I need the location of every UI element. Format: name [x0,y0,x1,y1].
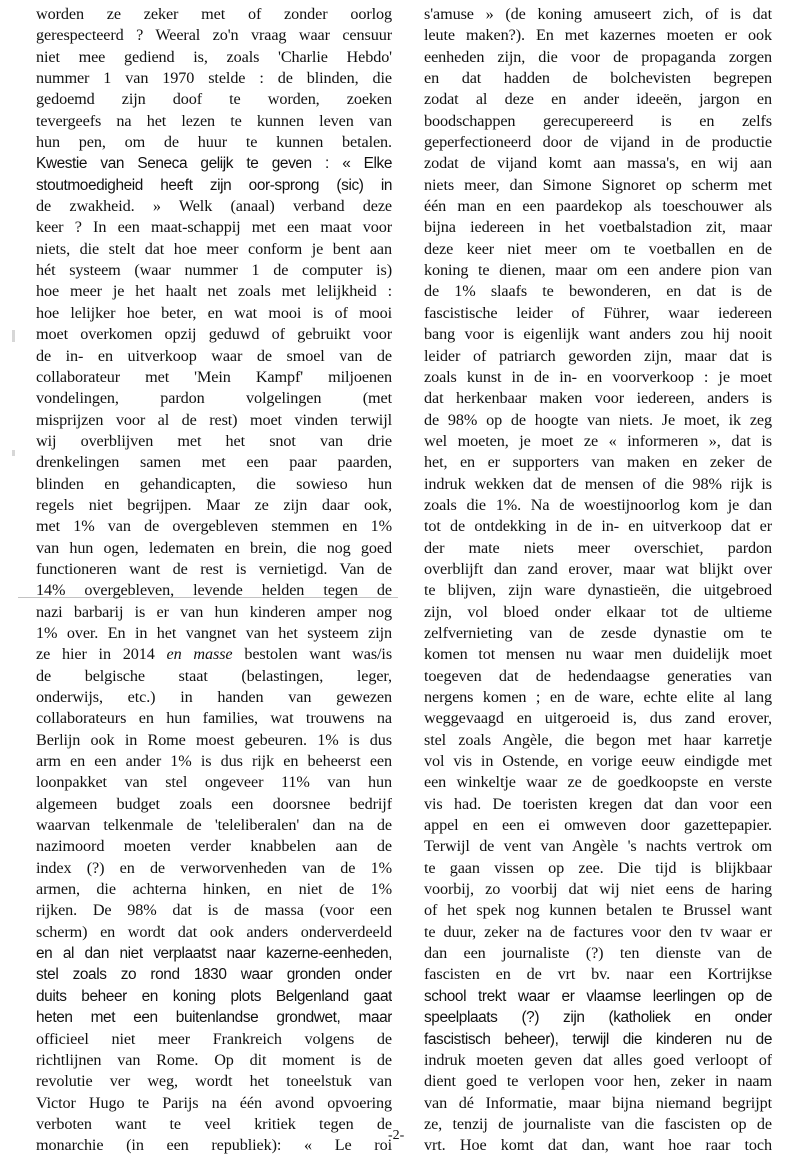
text-line: nummer 1 van 1970 stelde : de blinden, die [36,69,392,88]
text-line: van dé Informatie, maar bijna niemand begrijpt [424,1093,772,1112]
text-line: dan een journaliste (?) ten dienste van de [424,944,772,963]
text-line: zodat al deze en ander ideeën, jargon en [424,90,772,109]
text-line: bang voor is eigenlijk want anders zou hij nooit [424,325,772,344]
text-line: stel zoals zo rond 1830 waar gronden onder [36,966,392,984]
text-line: bijna iedereen in het voetbalstadion zit, maar [424,218,772,237]
text-line: wel moeten, je moet ze « informeren », dat is [424,431,772,450]
text-line: 1% over. En in het vangnet van het systeem zijn [36,623,392,642]
text-line: de 98% op de hoogte van niets. Je moet, ik zeg [424,410,772,429]
text-line: armen, die achterna hinken, en niet de 1% [36,880,392,899]
text-line: dient goed te verlopen voor hen, zeker in naam [424,1072,772,1091]
text-line: toegeven dat de hedendaagse generaties van [424,666,772,685]
text-line: overblijft dan zand erover, maar wat blijkt over [424,559,772,578]
text-line: gedoemd zijn doof te worden, zoeken [36,90,392,109]
text-line: Berlijn ook in Rome moest gebeuren. 1% is dus [36,730,392,749]
text-line: officieel niet meer Frankreich volgens de [36,1029,392,1048]
text-line: rijken. De 98% dat is de massa (voor een [36,901,392,920]
text-line: vondelingen, pardon volgelingen (met [36,389,392,408]
page-number: -2- [388,1128,405,1143]
text-line: of het spek nog kunnen betalen te Brussel want [424,901,772,920]
text-line: stoutmoedigheid heeft zijn oor-sprong (sic) in [36,176,392,194]
text-line: heten met een buitenlandse grondwet, maar [36,1009,392,1027]
text-line: de belgische staat (belastingen, leger, [36,666,392,685]
text-line: school trekt waar er vlaamse leerlingen op de [424,987,772,1005]
text-line: fascistische leider of Führer, waar iedereen [424,303,772,322]
text-line: verboten want te veel kritiek tegen de [36,1114,392,1133]
text-line: hoe lelijker hoe beter, en wat mooi is of mooi [36,303,392,322]
text-line: weggevaagd en uitgeroeid is, dus zand erover, [424,709,772,728]
text-line: scherm) en wordt dat ook anders onderverdeeld [36,922,392,941]
text-line: de 1% slaafs te bewonderen, en dat is de [424,282,772,301]
text-line: vrt. Hoe komt dat dan, want hoe raar toch [424,1136,772,1155]
text-line: met 1% van de overgebleven stemmen en 1% [36,517,392,536]
text-line: algemeen budget zoals een doorsnee bedrijf [36,794,392,813]
text-line: monarchie (in een republiek): « Le roi [36,1136,392,1155]
text-line: geperfectioneerd door de vijand in de productie [424,133,772,152]
text-line: s'amuse » (de koning amuseert zich, of is dat [424,5,772,23]
text-line: der mate niets meer overschiet, pardon [424,538,772,557]
text-line: zelfvernieting van de zesde dynastie om te [424,623,772,642]
text-line: nergens komen ; en de ware, echte elite al lang [424,688,772,706]
text-line: boodschappen gerecupereerd is en zelfs [424,111,772,130]
text-line: eenheden zijn, die voor de propaganda zorgen [424,47,772,66]
text-line: misprijzen voor al de rest) moet vinden terwijl [36,410,392,429]
left-text-column [36,4,392,1157]
text-line: één man en een paardekop als toeschouwer als [424,197,772,216]
text-line: 14% overgebleven, levende helden tegen de [36,581,392,600]
text-line: deze keer niet meer om te voetballen en de [424,239,772,258]
text-line: speelplaats (?) zijn (katholiek en onder [424,1009,772,1027]
text-line: duits beheer en koning plots Belgenland gaat [36,987,392,1005]
text-line: leute maken?). En met kazernes moeten er ook [424,26,772,45]
text-line: fascisten en de vrt bv. naar een Kortrijkse [424,965,772,984]
text-line: niets, die stelt dat hoe meer conform je bent aan [36,239,392,258]
text-line: hét systeem (waar nummer 1 de computer is) [36,261,392,280]
text-line: arm en een ander 1% is dus rijk en beheerst een [36,752,392,771]
text-line: functioneren want de rest is vernietigd. Van de [36,559,392,578]
text-line: niets meer, dan Simone Signoret op scherm met [424,175,772,194]
text-line: en dat hadden de bolchevisten begrepen [424,69,772,88]
text-line: Victor Hugo te Parijs na één avond opvoering [36,1093,392,1112]
text-line: te blijven, zijn ware dynastieën, die uitgebroed [424,581,772,600]
text-line: regels niet begrijpen. Maar ze zijn daar ook, [36,495,392,514]
scan-margin-mark [12,330,15,342]
text-line: ze hier in 2014 en masse bestolen want was/is [36,645,392,664]
text-line: zijn, vol bloed onder elkaar tot de ultieme [424,602,772,621]
text-line: Kwestie van Seneca gelijk te geven : « Elke [36,155,392,173]
text-line: stel zoals Angèle, die begon met haar karretje [424,730,772,749]
text-line: leider of patriarch geworden zijn, maar dat is [424,346,772,365]
text-line: indruk wekken dat de mensen of die 98% rijk is [424,474,772,493]
text-line: Terwijl de vent van Angèle 's nachts vertrok om [424,837,772,856]
text-line: gerespecteerd ? Weeral zo'n vraag waar censuur [36,26,392,45]
text-line: index (?) en de verworvenheden van de 1% [36,858,392,877]
text-line: fascistisch beheer), terwijl die kinderen nu de [424,1030,772,1048]
text-line: voorbij, zo voorbij dat wij niet eens de haring [424,880,772,899]
text-line: tevergeefs na het lezen te kunnen leven van [36,111,392,130]
text-line: koning te dienen, maar om een andere pion van [424,261,772,280]
text-line: keer ? In een maat-schappij met een maat voor [36,218,392,237]
text-line: worden ze zeker met of zonder oorlog [36,5,392,23]
text-line: komen tot mensen nu waar men duidelijk moet [424,645,772,664]
text-line: indruk moeten geven dat alles goed verloopt of [424,1050,772,1069]
text-line: hoe meer je het haalt net zoals met lelijkheid : [36,282,392,301]
text-line: tot de ontdekking in de in- en uitverkoop dat er [424,517,772,536]
text-line: drenkelingen samen met een paar paarden, [36,453,392,472]
right-text-column [424,4,772,1157]
text-line: vol vis in Ostende, en vorige eeuw eindigde met [424,752,772,771]
text-line: een winkeltje waar ze de goedkoopste en verste [424,773,772,792]
text-line: vis had. De toeristen kregen dat dan voor een [424,794,772,813]
text-line: collaborateurs en hun families, wat trouwens na [36,709,392,728]
text-line: nazi barbarij is er van hun kinderen amper nog [36,602,392,621]
text-line: waarvan telkenmale de 'teleliberalen' dan na de [36,816,392,835]
text-line: wij overblijven met het snot van drie [36,431,392,450]
text-line: zodat de vijand komt aan massa's, en wij aan [424,154,772,173]
text-line: ze, tenzij de journaliste van die fascisten op de [424,1114,772,1133]
text-line: zoals die 1%. Na de woestijnoorlog kom je dan [424,495,772,514]
text-line: van hun ogen, ledematen en brein, die nog goed [36,538,392,557]
text-line: onderwijs, etc.) in handen van gewezen [36,688,392,706]
text-line: de zwakheid. » Welk (anaal) verband deze [36,197,392,216]
text-line: moet overkomen opzij geduwd of gebruikt voor [36,325,392,344]
text-line: revolutie ver weg, wordt het toneelstuk van [36,1072,392,1091]
text-line: te gaan vissen op zee. Die tijd is blijkbaar [424,858,772,877]
text-line: het, en er supporters van maken en zeker de [424,453,772,472]
text-line: nazimoord moeten verder knabbelen aan de [36,837,392,856]
text-line: collaborateur met 'Mein Kampf' miljoenen [36,367,392,386]
emphasis-text: en masse [166,645,233,664]
text-line: richtlijnen van Rome. Op dit moment is de [36,1050,392,1069]
scan-margin-mark [12,450,15,456]
text-line: zoals kunst in de in- en voorverkoop : je moet [424,367,772,386]
text-line: blinden en gehandicapten, die sowieso hun [36,474,392,493]
text-line: niet mee gediend is, zoals 'Charlie Hebdo' [36,47,392,66]
text-line: te duur, zeker na de factures voor den tv waar er [424,922,772,941]
text-line: hun pen, om de huur te kunnen betalen. [36,133,392,152]
text-line: de in- en uitverkoop waar de smoel van de [36,346,392,365]
text-line: loonpakket van stel ongeveer 11% van hun [36,773,392,792]
text-line: en al dan niet verplaatst naar kazerne-eenheden, [36,945,392,963]
text-line: dat herkenbaar maken voor iedereen, anders is [424,389,772,408]
text-line: appel en een ei omweven door gazettepapier. [424,816,772,835]
